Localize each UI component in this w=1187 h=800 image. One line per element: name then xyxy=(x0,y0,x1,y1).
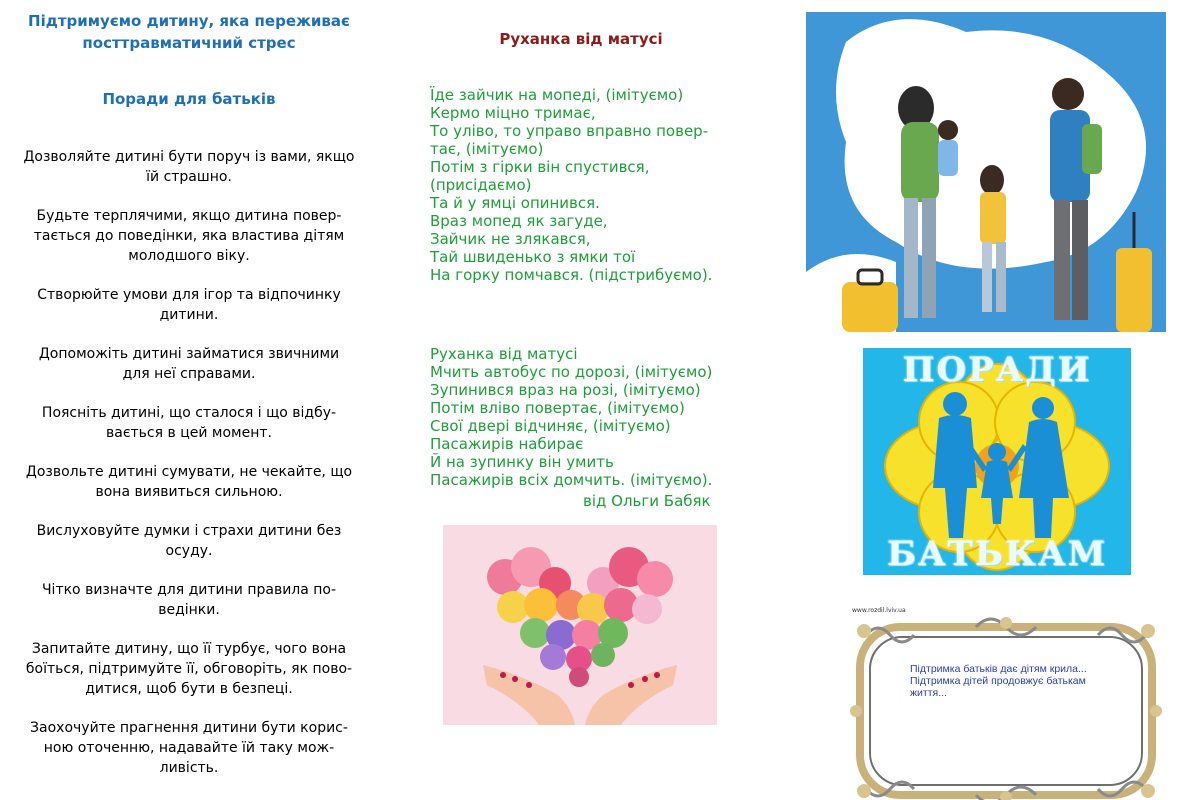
exercise-title: Руханка від матусі xyxy=(499,30,663,48)
poradi-bottom-text: БАТЬКАМ xyxy=(886,534,1108,574)
ornate-frame-quote xyxy=(846,605,1166,800)
tip-item: Дозволяйте дитині бути поруч із вами, якщо їй страшно. xyxy=(23,149,355,185)
flower-heart-image xyxy=(443,525,717,725)
poradi-top-text: ПОРАДИ xyxy=(902,350,1092,390)
tip-item: Чітко визначте для дитини правила по- ведінки. xyxy=(41,582,337,618)
page-title: Підтримуємо дитину, яка переживає посттравматичний стрес xyxy=(28,12,350,52)
flower-heart-illustration xyxy=(443,525,717,725)
tips-list xyxy=(14,147,364,778)
ornate-frame-icon xyxy=(846,605,1166,800)
tips-column xyxy=(14,10,364,797)
tip-item: Будьте терплячими, якщо дитина повер- тається до поведінки, яка властива дітям молодшого віку. xyxy=(33,208,345,264)
poem-author: від Ольги Бабяк xyxy=(583,492,711,510)
family-travel-image xyxy=(806,12,1166,332)
tip-item: Заохочуйте прагнення дитини бути корис- ною оточенню, надавайте їй таку мож- ливість. xyxy=(30,720,348,776)
exercise-column xyxy=(426,28,746,510)
poem-bunny: Їде зайчик на мопеді, (імітуємо) Кермо міцно тримає, То уліво, то управо вправно повер- тає, (імітуємо) Потім з гірки він спустився, (присідаємо) Та й у ямці опинився. Враз мопед як загуде, Зайчик не злякався, Тай швиденько з ямки тої На горку помчався. (підстрибуємо). xyxy=(430,86,713,284)
tip-item: Поясніть дитині, що сталося і що відбу- вається в цей момент. xyxy=(41,405,337,441)
tips-subtitle: Поради для батьків xyxy=(102,90,276,108)
site-watermark: www.rozdil.lviv.ua xyxy=(852,607,906,614)
poradi-batkam-image xyxy=(863,348,1131,575)
tip-item: Допоможіть дитині займатися звичними для неї справами. xyxy=(38,346,340,382)
tip-item: Створюйте умови для ігор та відпочинку дитини. xyxy=(37,287,341,323)
tip-item: Вислуховуйте думки і страхи дитини без осуду. xyxy=(36,523,342,559)
tip-item: Запитайте дитину, що її турбує, чого вона боїться, підтримуйте її, обговоріть, як пово- дитися, щоб бути в безпеці. xyxy=(25,641,353,697)
family-travel-illustration xyxy=(806,12,1166,332)
tip-item: Дозвольте дитині сумувати, не чекайте, що вона виявиться сильною. xyxy=(25,464,353,500)
support-quote: Підтримка батьків дає дітям крила... Підтримка дітей продовжує батькам життя... xyxy=(910,663,1087,699)
poem-bus: Руханка від матусі Мчить автобус по дорозі, (імітуємо) Зупинився враз на розі, (імітуємо) Потім вліво повертає, (імітуємо) Свої двері відчиняє, (імітуємо) Пасажирів набирає Й на зупинку він умить Пасажирів всіх домчить. (імітуємо). xyxy=(430,345,713,489)
